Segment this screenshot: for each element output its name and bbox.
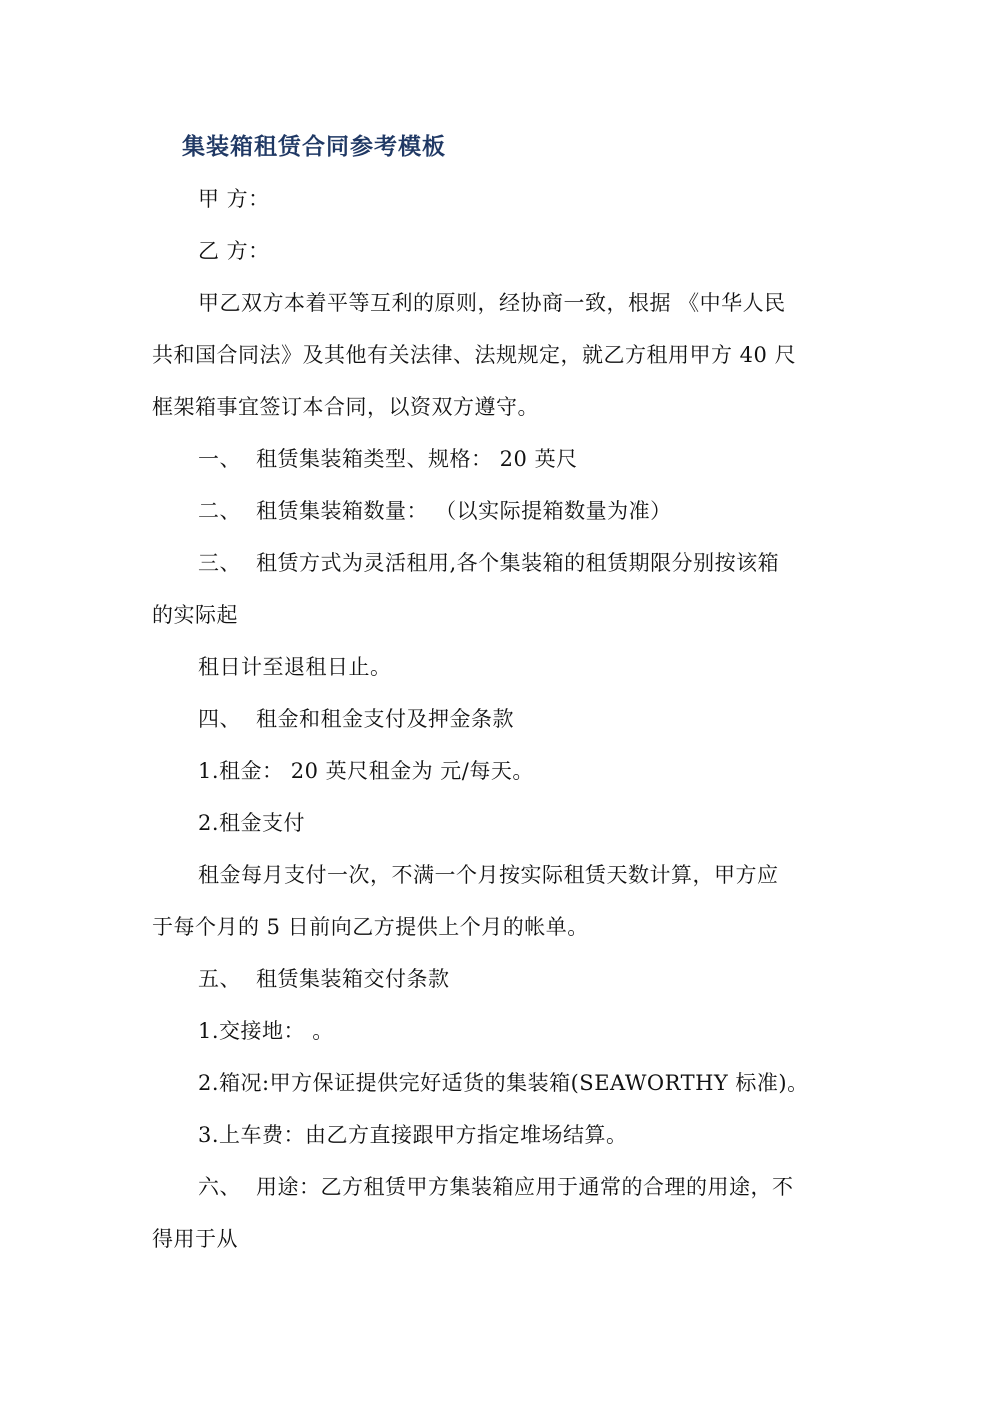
section-4-number: 四、 (198, 707, 241, 731)
section-5-text: 租赁集装箱交付条款 (256, 967, 450, 991)
section-4-item-2: 2.租金支付 (198, 811, 306, 835)
intro-line-3: 框架箱事宜签订本合同，以资双方遵守。 (152, 395, 539, 419)
section-5 (198, 964, 450, 994)
section-4-item-2-text-2: 于每个月的 5 日前向乙方提供上个月的帐单。 (152, 915, 589, 939)
party-a-label: 甲 方： (198, 187, 270, 211)
section-5-number: 五、 (198, 967, 241, 991)
section-1-text: 租赁集装箱类型、规格： 20 英尺 (256, 447, 578, 471)
section-5-item-2: 2.箱况:甲方保证提供完好适货的集装箱(SEAWORTHY 标准)。 (198, 1071, 809, 1095)
section-2 (198, 496, 672, 526)
section-4-item-1: 1.租金： 20 英尺租金为 元/每天。 (198, 759, 534, 783)
section-1-number: 一、 (198, 447, 241, 471)
party-b-label: 乙 方： (198, 239, 270, 263)
section-3-number: 三、 (198, 551, 241, 575)
intro-line-2: 共和国合同法》及其他有关法律、法规规定，就乙方租用甲方 40 尺 (152, 343, 797, 367)
section-6-continuation: 得用于从 (152, 1227, 238, 1251)
section-6 (198, 1172, 794, 1202)
section-5-item-1: 1.交接地： 。 (198, 1019, 334, 1043)
section-3-text: 租赁方式为灵活租用,各个集装箱的租赁期限分别按该箱 (256, 551, 780, 575)
section-6-text: 用途：乙方租赁甲方集装箱应用于通常的合理的用途，不 (256, 1175, 794, 1199)
intro-line-1: 甲乙双方本着平等互利的原则，经协商一致，根据 《中华人民 (198, 291, 786, 315)
section-3-continuation-2: 租日计至退租日止。 (198, 655, 392, 679)
section-4-text: 租金和租金支付及押金条款 (256, 707, 514, 731)
section-2-number: 二、 (198, 499, 241, 523)
section-3-continuation: 的实际起 (152, 603, 238, 627)
section-1 (198, 444, 578, 474)
section-4-item-2-text-1: 租金每月支付一次，不满一个月按实际租赁天数计算，甲方应 (198, 863, 779, 887)
section-3 (198, 548, 779, 578)
page-title: 集装箱租赁合同参考模板 (182, 133, 446, 160)
section-2-text: 租赁集装箱数量： （以实际提箱数量为准） (256, 499, 672, 523)
section-6-number: 六、 (198, 1175, 241, 1199)
section-4 (198, 704, 514, 734)
section-5-item-3: 3.上车费：由乙方直接跟甲方指定堆场结算。 (198, 1123, 628, 1147)
